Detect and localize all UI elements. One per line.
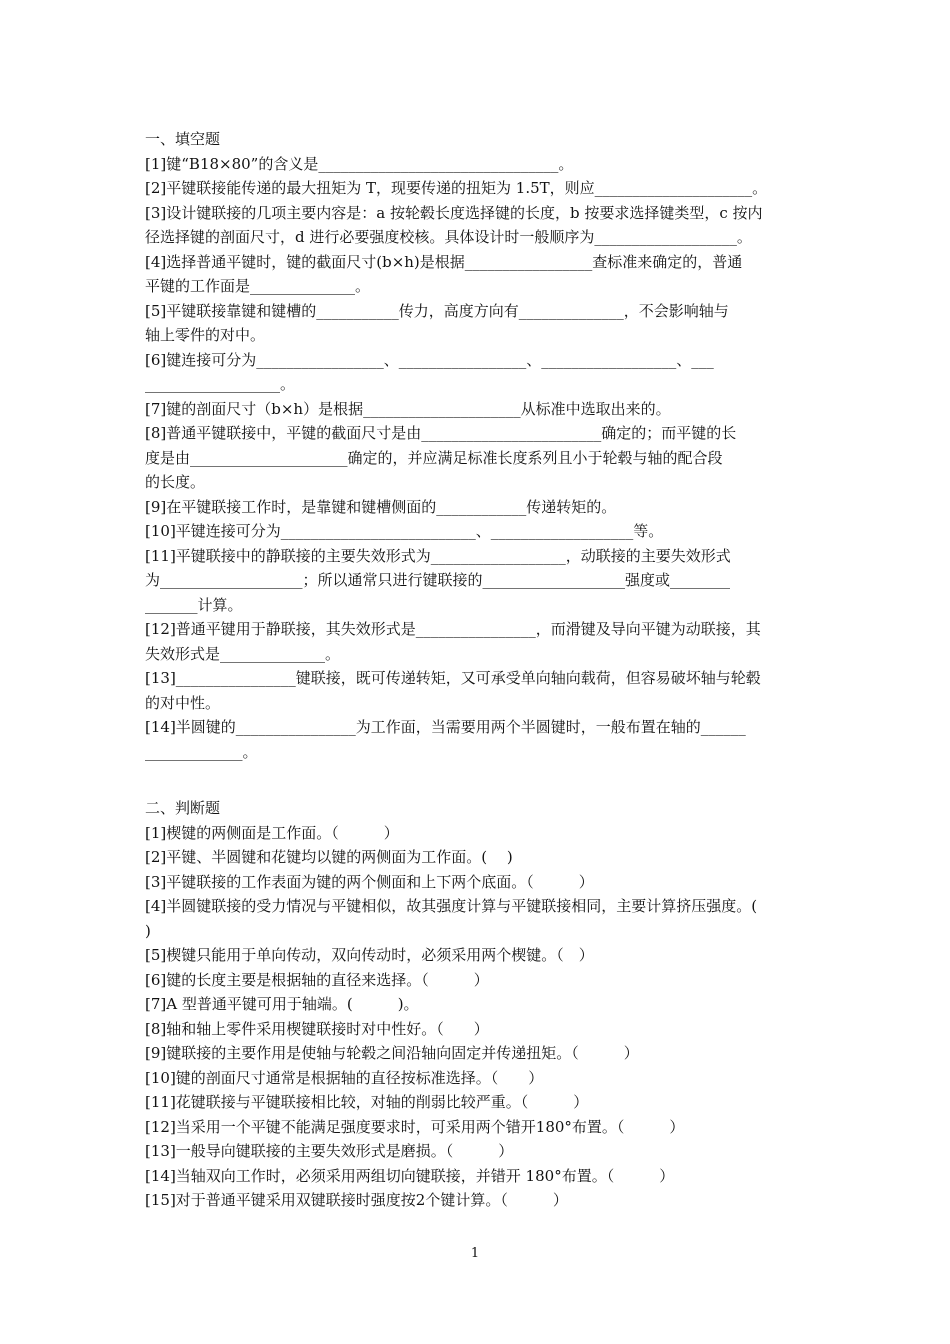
section-title-true-false: 二、判断题 xyxy=(145,799,221,817)
question-line: 平键的工作面是______________。 xyxy=(145,277,371,295)
question-line: [13]________________键联接，既可传递转矩，又可承受单向轴向载荷，但容易破坏轴与轮毂 xyxy=(145,669,761,687)
question-line: [5]平键联接靠键和键槽的___________传力，高度方向有______________，不会影响轴与 xyxy=(145,301,729,320)
question-line: [14]半圆键的________________为工作面，当需要用两个半圆键时，一般布置在轴的______ xyxy=(145,718,746,736)
question-line: [10]平键连接可分为__________________________、___________________等。 xyxy=(145,522,664,540)
question-line: __________________。 xyxy=(145,375,296,393)
question-line: 径选择键的剖面尺寸，d 进行必要强度校核。具体设计时一般顺序为___________________。 xyxy=(145,228,752,246)
question-line: [15]对于普通平键采用双键联接时强度按2个键计算。（ ） xyxy=(145,1191,568,1209)
fill-in-questions xyxy=(145,152,815,765)
question-line: [2]平键、半圆键和花键均以键的两侧面为工作面。( ) xyxy=(145,848,513,866)
question-line: [6]键连接可分为_________________、_________________、__________________、___ xyxy=(145,350,714,369)
question-line: [4]选择普通平键时，键的截面尺寸(b×h)是根据_________________查标准来确定的，普通 xyxy=(145,252,743,271)
question-line: [1]键“B18×80”的含义是________________________________。 xyxy=(145,154,574,173)
document-body xyxy=(145,127,815,1213)
question-line: [8]轴和轴上零件采用楔键联接时对中性好。（ ） xyxy=(145,1019,489,1038)
question-line: _______计算。 xyxy=(145,595,243,614)
question-line: [7]键的剖面尺寸（b×h）是根据_____________________从标准中选取出来的。 xyxy=(145,399,671,418)
question-line: [4]半圆键联接的受力情况与平键相似，故其强度计算与平键联接相同，主要计算挤压强度。( xyxy=(145,897,758,915)
question-line: 的长度。 xyxy=(145,473,206,491)
question-line: [14]当轴双向工作时，必须采用两组切向键联接，并错开 180°布置。（ ） xyxy=(145,1166,675,1185)
question-line: 度是由_____________________确定的，并应满足标准长度系列且小于轮毂与轴的配合段 xyxy=(145,448,723,467)
question-line: 轴上零件的对中。 xyxy=(145,326,266,344)
question-line: [13]一般导向键联接的主要失效形式是磨损。（ ） xyxy=(145,1142,514,1160)
question-line: ) xyxy=(145,921,151,940)
question-line: [8]普通平键联接中，平键的截面尺寸是由________________________确定的；而平键的长 xyxy=(145,424,737,442)
question-line: [1]楔键的两侧面是工作面。（ ） xyxy=(145,823,399,842)
question-line: 的对中性。 xyxy=(145,693,221,712)
question-line: [6]键的长度主要是根据轴的直径来选择。（ ） xyxy=(145,970,489,989)
question-line: [3]设计键联接的几项主要内容是：a 按轮毂长度选择键的长度，b 按要求选择键类型，c 按内 xyxy=(145,203,763,222)
question-line: [9]键联接的主要作用是使轴与轮毂之间沿轴向固定并传递扭矩。（ ） xyxy=(145,1044,639,1062)
question-line: [11]花键联接与平键联接相比较，对轴的削弱比较严重。（ ） xyxy=(145,1093,589,1111)
page-number: 1 xyxy=(470,1246,480,1261)
question-line: [9]在平键联接工作时，是靠键和键槽侧面的____________传递转矩的。 xyxy=(145,497,617,516)
question-line: [12]普通平键用于静联接，其失效形式是________________，而滑键及导向平键为动联接，其 xyxy=(145,620,761,638)
true-false-questions xyxy=(145,821,815,1213)
question-line: [7]A 型普通平键可用于轴端。( )。 xyxy=(145,995,419,1013)
question-line: [11]平键联接中的静联接的主要失效形式为__________________，动联接的主要失效形式 xyxy=(145,546,731,565)
question-line: 失效形式是______________。 xyxy=(145,644,341,663)
question-line: [5]楔键只能用于单向传动，双向传动时，必须采用两个楔键。（ ） xyxy=(145,946,594,964)
section-gap xyxy=(145,764,815,796)
question-line: [3]平键联接的工作表面为键的两个侧面和上下两个底面。（ ） xyxy=(145,872,594,891)
question-line: _____________。 xyxy=(145,742,258,761)
question-line: 为___________________；所以通常只进行键联接的___________________强度或________ xyxy=(145,571,731,589)
question-line: [10]键的剖面尺寸通常是根据轴的直径按标准选择。（ ） xyxy=(145,1068,544,1087)
section-title-fill-in: 一、填空题 xyxy=(145,130,221,148)
question-line: [2]平键联接能传递的最大扭矩为 T，现要传递的扭矩为 1.5T，则应_____________________。 xyxy=(145,179,768,197)
question-line: [12]当采用一个平键不能满足强度要求时，可采用两个错开180°布置。（ ） xyxy=(145,1117,685,1136)
